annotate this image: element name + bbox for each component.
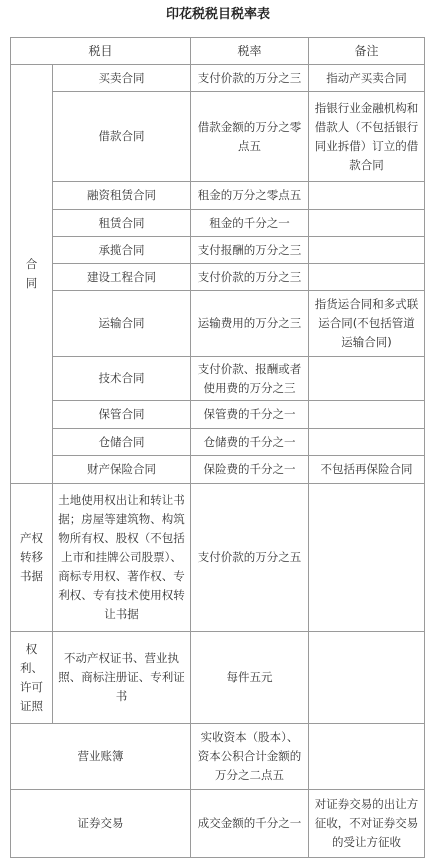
tax-rate-table [10,37,425,858]
cell-rate: 支付价款的万分之三 [191,65,309,92]
cell-item: 不动产权证书、营业执 照、商标注册证、专利证 书 [53,632,191,724]
cell-note [309,264,425,291]
cell-item: 借款合同 [53,92,191,182]
table-row [11,357,425,401]
cell-note: 指银行业金融机构和 借款人（不包括银行 同业拆借）订立的借 款合同 [309,92,425,182]
cell-rate: 成交金额的千分之一 [191,790,309,858]
cell-note: 指动产买卖合同 [309,65,425,92]
cell-note [309,210,425,237]
cell-rate: 支付价款的万分之三 [191,264,309,291]
cell-item: 技术合同 [53,357,191,401]
table-row [11,65,425,92]
group-label-contract: 合 同 [11,65,53,484]
cell-item: 租赁合同 [53,210,191,237]
cell-note [309,357,425,401]
table-row [11,182,425,210]
table-row [11,484,425,632]
header-item: 税目 [11,38,191,65]
cell-note [309,237,425,264]
cell-note [309,401,425,429]
cell-item: 土地使用权出让和转让书 据；房屋等建筑物、构筑 物所有权、股权（不包括 上市和挂牌公司股票）、 商标专用权、著作权、专 利权、专有技术使用权转 让书据 [53,484,191,632]
table-row [11,264,425,291]
cell-note [309,484,425,632]
cell-note [309,182,425,210]
cell-item: 财产保险合同 [53,456,191,484]
group-label-license: 权 利、 许可 证照 [11,632,53,724]
page-title: 印花税税目税率表 [165,7,270,22]
cell-rate: 借款金额的万分之零 点五 [191,92,309,182]
cell-rate: 仓储费的千分之一 [191,429,309,456]
cell-item: 仓储合同 [53,429,191,456]
cell-item: 营业账簿 [11,724,191,790]
cell-note: 对证券交易的出让方 征收，不对证券交易 的受让方征收 [309,790,425,858]
cell-item: 买卖合同 [53,65,191,92]
cell-item: 证券交易 [11,790,191,858]
header-note: 备注 [309,38,425,65]
cell-item: 融资租赁合同 [53,182,191,210]
cell-note [309,429,425,456]
cell-rate: 租金的千分之一 [191,210,309,237]
cell-rate: 实收资本（股本）、 资本公积合计金额的 万分之二点五 [191,724,309,790]
cell-rate: 保管费的千分之一 [191,401,309,429]
table-row [11,456,425,484]
cell-rate: 保险费的千分之一 [191,456,309,484]
group-label-property: 产权 转移 书据 [11,484,53,632]
table-header-row [11,38,425,65]
cell-rate: 每件五元 [191,632,309,724]
cell-item: 建设工程合同 [53,264,191,291]
cell-note: 指货运合同和多式联 运合同(不包括管道 运输合同) [309,291,425,357]
cell-rate: 支付价款的万分之五 [191,484,309,632]
cell-note: 不包括再保险合同 [309,456,425,484]
table-row [11,210,425,237]
table-row [11,790,425,858]
table-row [11,291,425,357]
cell-rate: 支付价款、报酬或者 使用费的万分之三 [191,357,309,401]
cell-note [309,724,425,790]
cell-item: 保管合同 [53,401,191,429]
table-row [11,237,425,264]
cell-rate: 租金的万分之零点五 [191,182,309,210]
table-row [11,92,425,182]
cell-item: 运输合同 [53,291,191,357]
header-rate: 税率 [191,38,309,65]
cell-rate: 支付报酬的万分之三 [191,237,309,264]
cell-rate: 运输费用的万分之三 [191,291,309,357]
table-row [11,724,425,790]
table-row [11,401,425,429]
cell-note [309,632,425,724]
table-row [11,429,425,456]
table-row [11,632,425,724]
cell-item: 承揽合同 [53,237,191,264]
